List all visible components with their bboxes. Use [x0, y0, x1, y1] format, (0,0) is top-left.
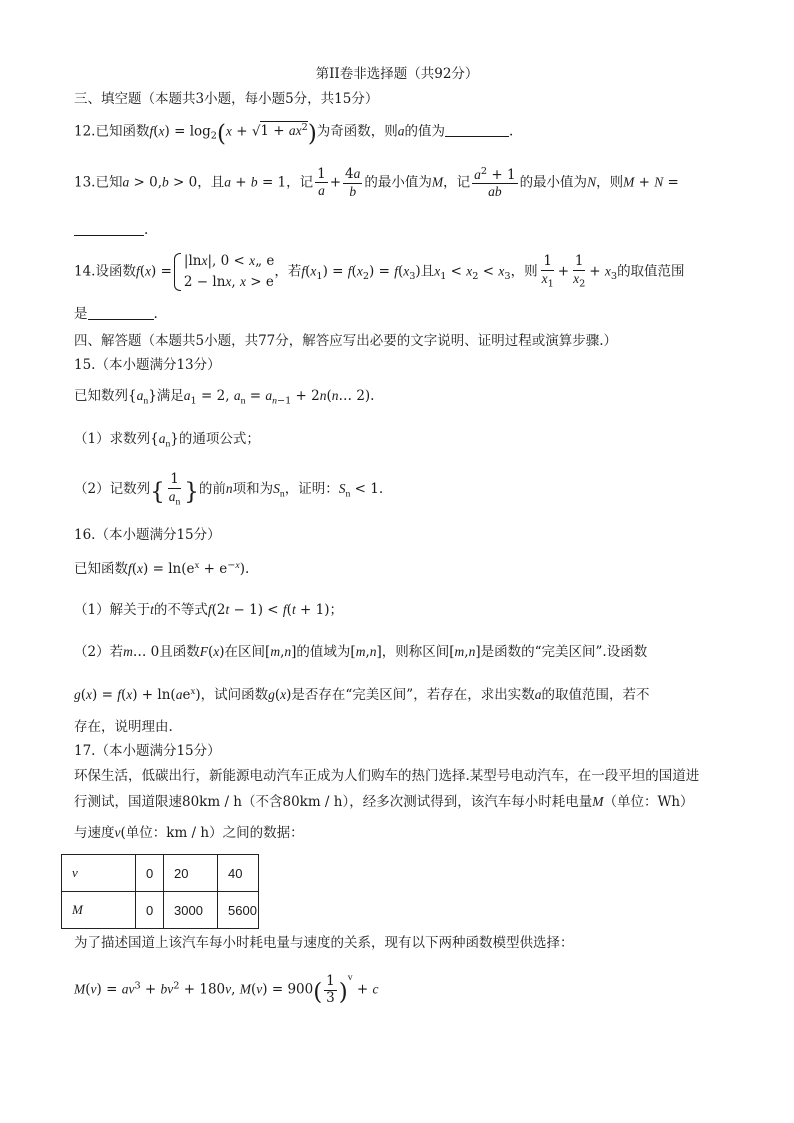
q12-answer-blank[interactable] — [445, 122, 509, 137]
table-cell: 3000 — [164, 892, 218, 929]
q14-text-4: ，则 — [510, 263, 538, 280]
q17-line-4: 为了描述国道上该汽车每小时耗电量与速度的关系，现有以下两种函数模型供选择： — [74, 935, 574, 951]
q16-part2-text-f: 是函数的“完美区间”.设函数 — [480, 644, 648, 660]
q16-text-1: 已知函数 — [74, 560, 128, 577]
table-cell: 0 — [136, 855, 164, 892]
q15-part2-text-b: 的前 — [198, 481, 226, 498]
q15-part2-text-a: （2）记数列 — [74, 481, 151, 498]
q16-part1-text-a: （1）解关于 — [74, 602, 151, 618]
q16-line2-text-a: ，试问函数 — [200, 686, 269, 703]
q12-number: 12. — [74, 123, 96, 140]
q14-text-2: ，若 — [274, 263, 302, 280]
q17-line-3: 与速度v(单位：km / h）之间的数据： — [74, 825, 304, 841]
q14-answer-line: 是 . — [74, 306, 158, 322]
q16-header: 16.（本小题满分15分） — [74, 527, 221, 543]
q16-line2-text-c: 的取值范围，若不 — [541, 686, 650, 703]
q13-text-5: ，记 — [443, 174, 471, 191]
q13-answer-blank[interactable] — [74, 221, 144, 236]
q16-part1-text-b: 的不等式 — [153, 602, 208, 618]
table-cell: M — [62, 892, 136, 929]
q14-text-3: 且 — [420, 263, 435, 280]
q16-part2-text-d: 的值域为 — [296, 644, 351, 660]
q16-part-2: （2）若m… 0且函数F(x)在区间[m,n]的值域为[m,n]，则称区间[m,n]是函数的“完美区间”.设函数 — [74, 644, 648, 660]
q13-text-7: ，则 — [596, 174, 624, 191]
q13-answer-line — [74, 221, 148, 238]
question-14: 14.设函数f(x) = |lnx|, 0 < x„ e 2 − lnx, x > e ，若$f(x_1) = f(x_2) = f(x_3)$且$x_1 < x_2 < x_3$，则 $\frac{1}{x_1}$ + $\frac{1}{x_2}$ + $x_3$的取值范围 — [74, 251, 685, 293]
question-13: 13.已知a > 0,b > 0，且a + b = 1，记 $\frac{1}{a}$ + $\frac{4a}{b}$ 的最小值为M，记 $\frac{a^2 + 1}{ab}$ 的最小值为N，则M + N = — [74, 165, 679, 200]
q15-part2-text-c: 项和为 — [232, 481, 274, 498]
page-title: 第II卷非选择题（共92分） — [315, 66, 479, 82]
q15-part1-text-a: （1）求数列 — [74, 431, 151, 447]
q13-end: . — [144, 222, 149, 238]
q15-part1-text-b: 的通项公式； — [178, 431, 260, 447]
table-row — [62, 892, 259, 929]
question-12: 12.已知函数$f(x) = \log_2(x + √1 + ax^2)$为奇函数，则a的值为 . — [74, 121, 514, 147]
piecewise-brace: |lnx|, 0 < x„ e 2 − lnx, x > e — [172, 251, 274, 293]
q16-part2-text-c: 在区间 — [224, 644, 266, 660]
q13-number: 13. — [74, 174, 96, 191]
table-cell: 40 — [218, 855, 259, 892]
q13-text-6: 的最小值为 — [519, 174, 588, 191]
q14-text-5: 的取值范围 — [617, 263, 685, 280]
q16-line2-text-b: 是否存在“完美区间”，若存在，求出实数 — [291, 686, 535, 703]
q14-number: 14. — [74, 263, 96, 280]
q17-models-formula: $M(v) = av^3 + bv^2 + 180v$, M(v) = 900( $\frac{1}{3}$ )$^v$ + c — [74, 972, 379, 1006]
q16-part-1: （1）解关于t的不等式f(2t − 1) < f(t + 1)； — [74, 602, 343, 618]
q15-part2-text-d: ，证明： — [284, 481, 339, 498]
q15-statement: 已知数列$\{a_n\}$满足$a_1 = 2$, $a_n = a_{n-1}$ + 2n(n… 2). — [74, 388, 375, 407]
table-cell: 20 — [164, 855, 218, 892]
table-cell: v — [62, 855, 136, 892]
q15-text-1: 已知数列 — [74, 388, 128, 404]
table-row — [62, 855, 259, 892]
q13-text-4: 的最小值为 — [364, 174, 432, 191]
q15-part-1: （1）求数列$\{a_n\}$的通项公式； — [74, 431, 260, 450]
q17-header: 17.（本小题满分15分） — [74, 743, 221, 759]
q16-line-3: 存在，说明理由. — [74, 719, 173, 735]
q14-text-1: 设函数 — [95, 263, 136, 280]
q14-answer-blank[interactable] — [88, 305, 154, 320]
q15-header: 15.（本小题满分13分） — [74, 357, 221, 373]
q17-line2-text-b: （单位：Wh） — [603, 794, 694, 810]
q13-text-3: ，记 — [286, 174, 314, 191]
q15-part-2: （2）记数列{ $\frac{1}{a_n}$ }的前n项和为$S_n$，证明：$S_n < 1$. — [74, 471, 384, 507]
section-4-heading: 四、解答题（本题共5小题，共77分，解答应写出必要的文字说明、证明过程或演算步骤.） — [74, 333, 618, 349]
table-cell: 0 — [136, 892, 164, 929]
q16-part2-text-e: ，则称区间 — [381, 644, 450, 660]
q16-part2-text-a: （2）若 — [74, 644, 124, 660]
q14-line-2: 是 — [74, 306, 88, 322]
q12-tail: 的值为 — [404, 123, 446, 140]
table-cell: 5600 — [218, 892, 259, 929]
q12-lead: 已知函数 — [95, 123, 150, 140]
section-3-heading: 三、填空题（本题共3小题，每小题5分，共15分） — [74, 91, 379, 107]
q17-line3-text-b: (单位：km / h）之间的数据： — [120, 825, 304, 841]
q12-mid: 为奇函数，则 — [316, 123, 398, 140]
q16-statement: 已知函数$f(x) = \ln(e^x + e^{-x})$. — [74, 560, 250, 577]
q17-line3-text-a: 与速度 — [74, 825, 115, 841]
q15-text-2: 满足 — [156, 388, 184, 404]
data-table — [61, 854, 259, 929]
q17-line-1: 环保生活，低碳出行，新能源电动汽车正成为人们购车的热门选择.某型号电动汽车，在一段平坦的国道进 — [74, 768, 700, 784]
q13-text-1: 已知 — [95, 174, 123, 191]
q13-text-2: ，且 — [197, 174, 225, 191]
q17-line-2: 行测试，国道限速80km / h（不含80km / h），经多次测试得到，该汽车每小时耗电量M（单位：Wh） — [74, 794, 694, 810]
q16-part-2-cont: $g(x) = f(x) + \ln(ae^x)$，试问函数g(x)是否存在“完美区间”，若存在，求出实数a的取值范围，若不 — [74, 686, 650, 703]
q17-line2-text-a: 行测试，国道限速80km / h（不含80km / h），经多次测试得到，该汽车每小时耗电量 — [74, 794, 593, 810]
q16-part2-text-b: 且函数 — [159, 644, 200, 660]
